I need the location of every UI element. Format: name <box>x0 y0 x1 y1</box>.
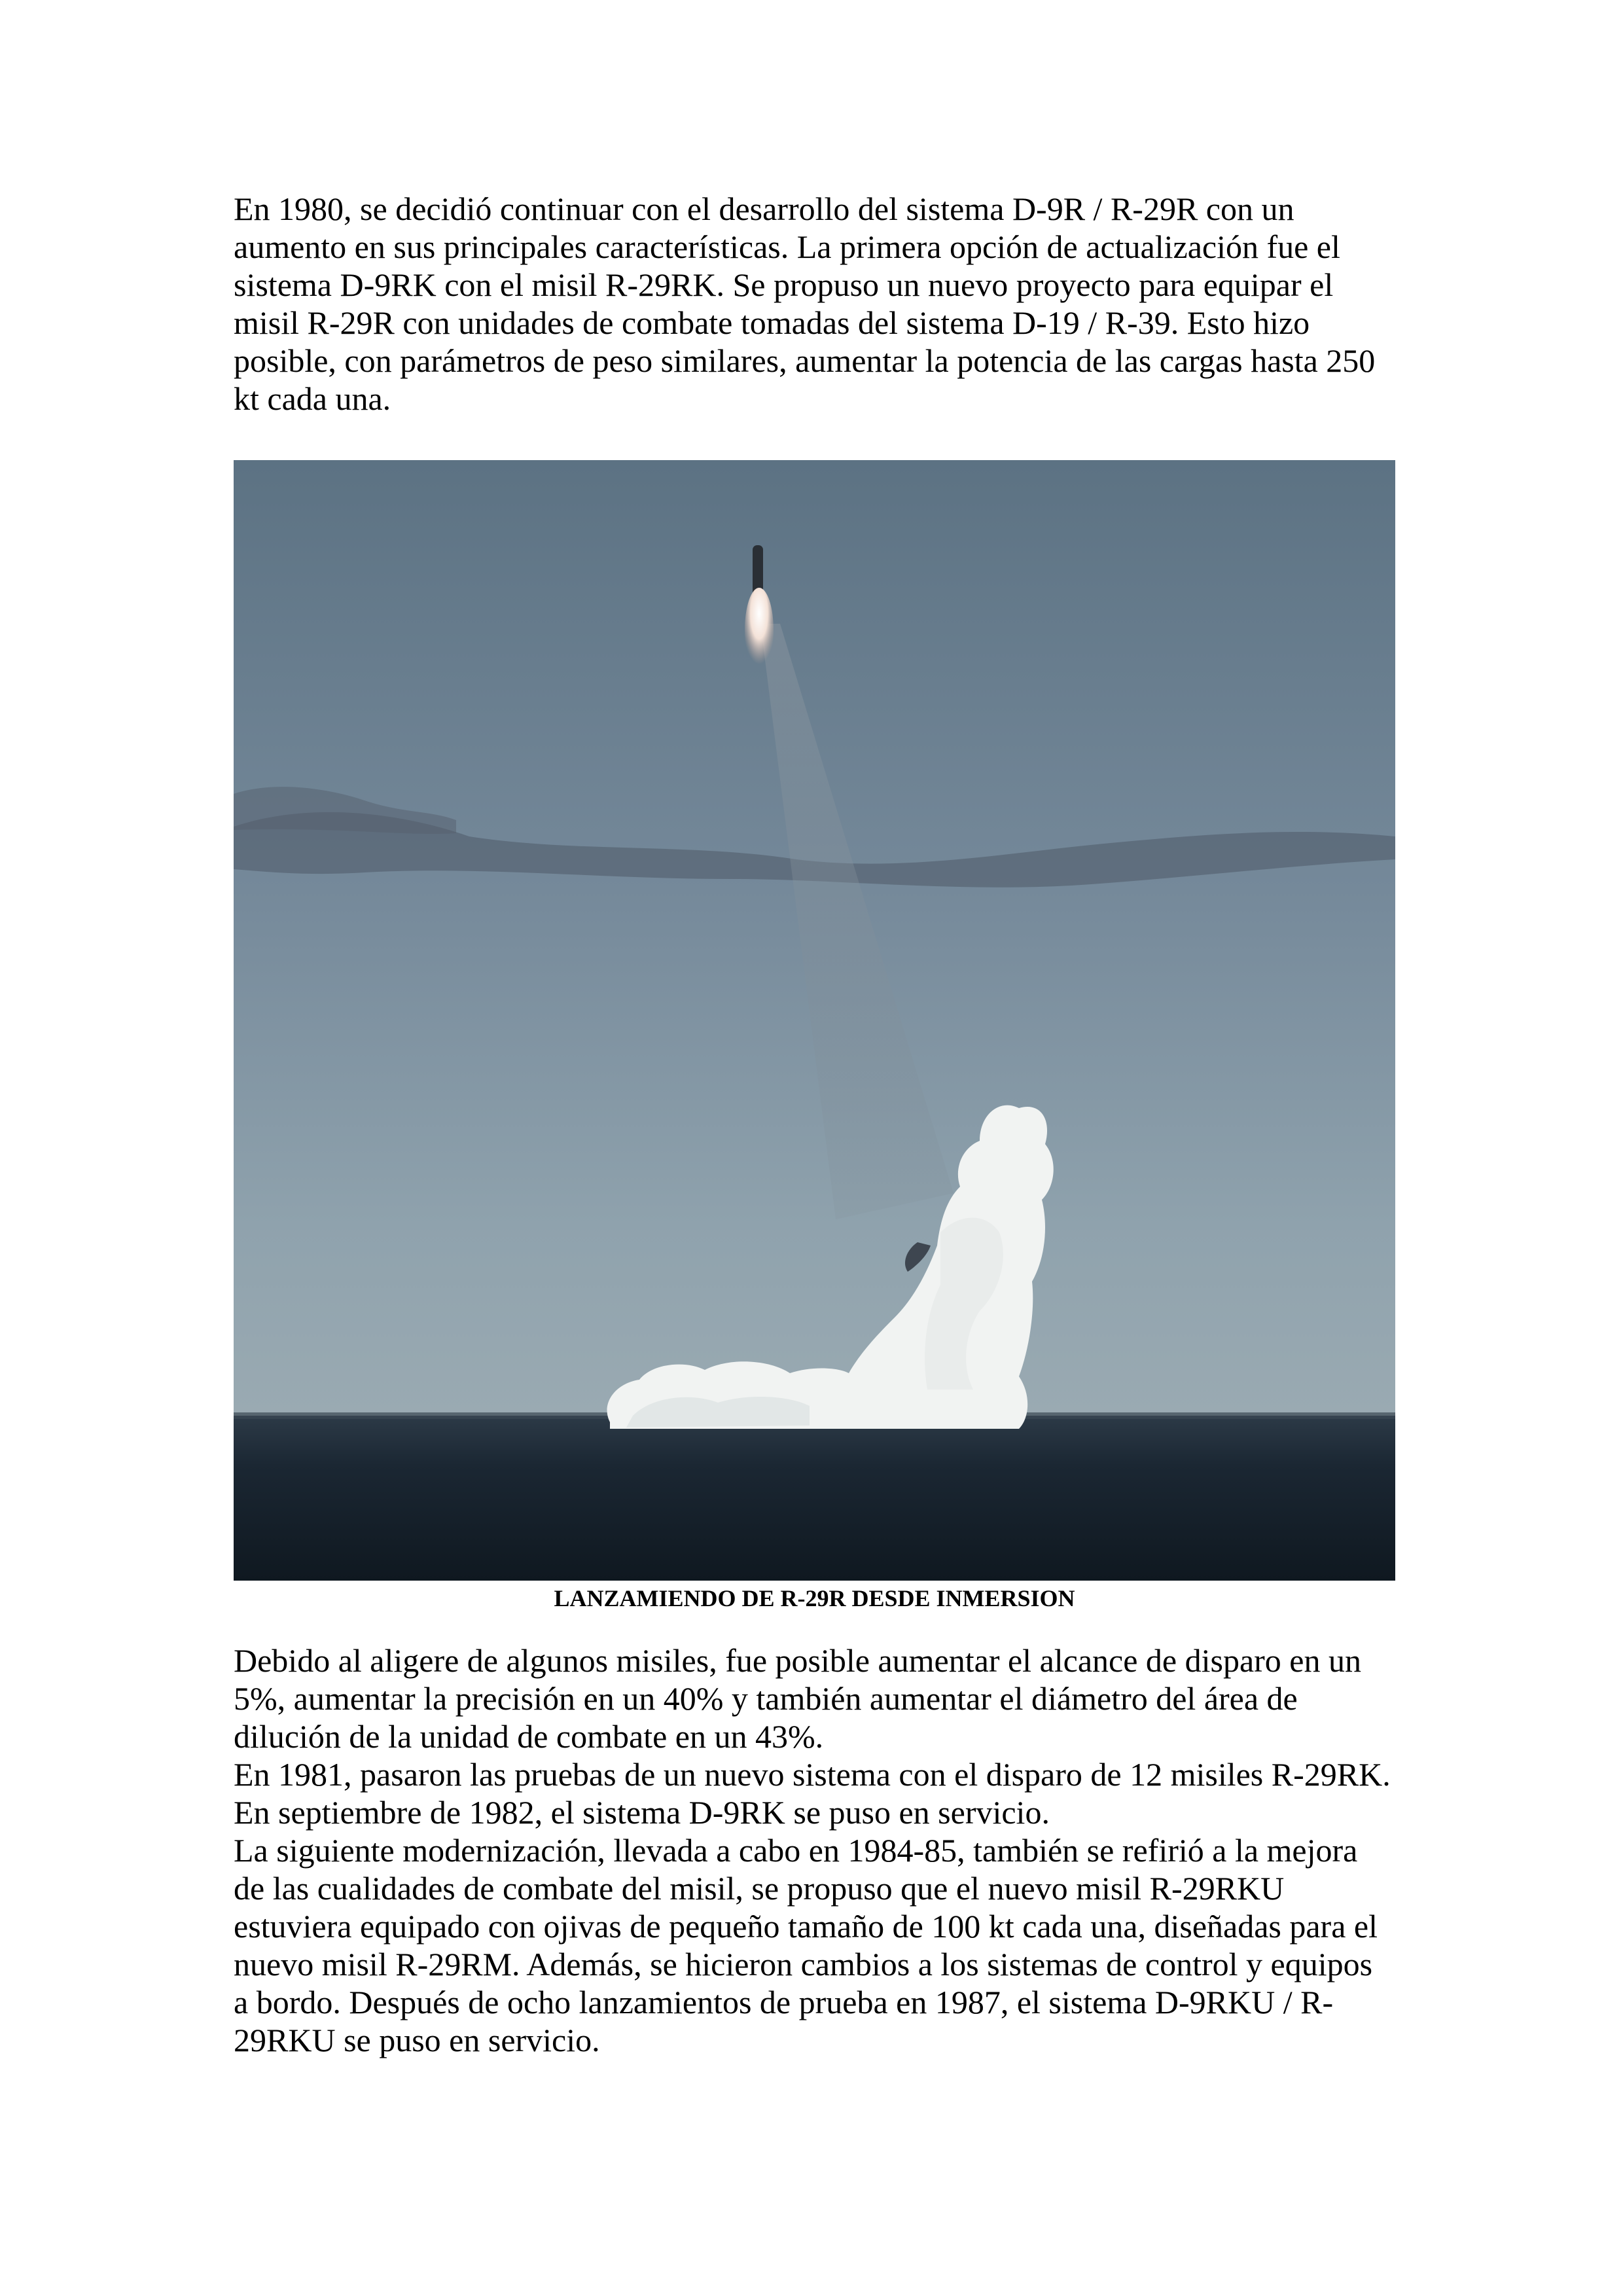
intro-paragraph <box>234 190 1405 418</box>
text-line: dilución de la unidad de combate en un 43%. <box>234 1718 824 1755</box>
text-line: a bordo. Después de ocho lanzamientos de prueba en 1987, el sistema D-9RKU / R- <box>234 1984 1334 2020</box>
text-line: La siguiente modernización, llevada a cabo en 1984-85, también se refirió a la mejora <box>234 1832 1358 1869</box>
text-line: de las cualidades de combate del misil, se propuso que el nuevo misil R-29RKU <box>234 1870 1285 1907</box>
text-line: En 1981, pasaron las pruebas de un nuevo sistema con el disparo de 12 misiles R-29RK. <box>234 1756 1391 1793</box>
body-paragraph <box>234 1641 1405 2059</box>
figure-caption: LANZAMIENDO DE R-29R DESDE INMERSION <box>554 1585 1075 1611</box>
text-line: sistema D-9RK con el misil R-29RK. Se propuso un nuevo proyecto para equipar el <box>234 266 1334 303</box>
text-line: posible, con parámetros de peso similares, aumentar la potencia de las cargas hasta 250 <box>234 342 1376 379</box>
text-line: Debido al aligere de algunos misiles, fue posible aumentar el alcance de disparo en un <box>234 1642 1361 1679</box>
text-line: En 1980, se decidió continuar con el desarrollo del sistema D-9R / R-29R con un <box>234 190 1294 227</box>
text-line: nuevo misil R-29RM. Además, se hicieron cambios a los sistemas de control y equipos <box>234 1946 1373 1982</box>
text-line: misil R-29R con unidades de combate tomadas del sistema D-19 / R-39. Esto hizo <box>234 304 1310 341</box>
text-line: 5%, aumentar la precisión en un 40% y también aumentar el diámetro del área de <box>234 1680 1298 1717</box>
missile-launch-illustration <box>234 460 1395 1581</box>
text-line: kt cada una. <box>234 380 391 417</box>
text-line: aumento en sus principales características. La primera opción de actualización fue el <box>234 228 1340 265</box>
text-line: 29RKU se puso en servicio. <box>234 2022 600 2058</box>
text-line: estuviera equipado con ojivas de pequeño tamaño de 100 kt cada una, diseñadas para el <box>234 1908 1378 1945</box>
missile-launch-photo <box>234 460 1395 1581</box>
sea <box>234 1416 1395 1581</box>
text-line: En septiembre de 1982, el sistema D-9RK se puso en servicio. <box>234 1794 1050 1831</box>
missile-exhaust <box>745 588 774 673</box>
